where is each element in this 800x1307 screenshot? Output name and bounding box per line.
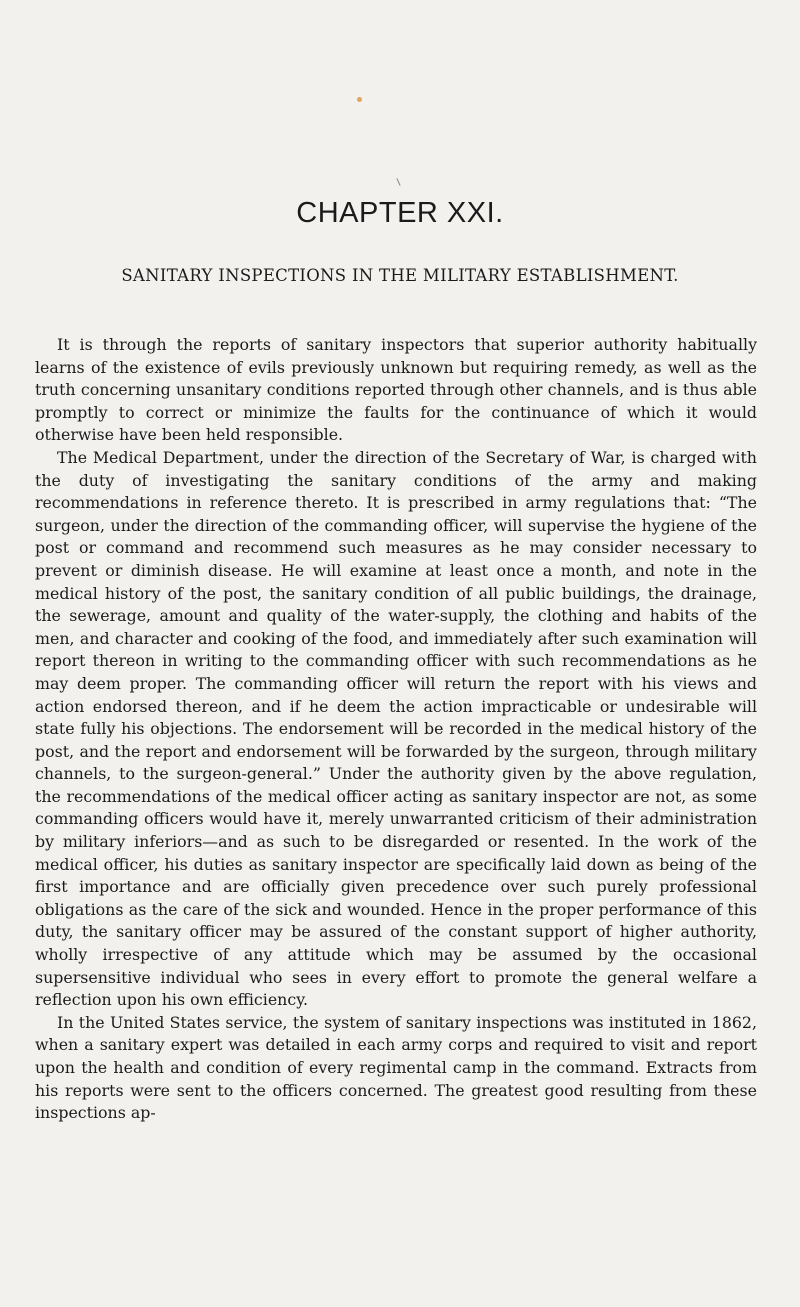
paragraph: It is through the reports of sanitary inspectors that superior authority habitually learns of the existence of evils previously unknown but requiring remedy, as well as the truth concerning unsanitary conditions reported through other channels, and is thus able promptly to correct or minimize the faults for the continuance of which it would otherwise have been held responsible. <box>35 335 757 445</box>
paragraph: The Medical Department, under the direction of the Secretary of War, is charged with the duty of investigating the sanitary conditions of the army and making recommendations in reference thereto. It is prescribed in army regulations that: “The surgeon, under the direction of the commanding officer, will supervise the hygiene of the post or command and recommend such measures as he may consider necessary to prevent or diminish disease. He will examine at least once a month, and note in the medical history of the post, the sanitary condition of all public buildings, the drainage, the sewerage, amount and quality of the water-supply, the clothing and habits of the men, and character and cooking of the food, and immediately after such examination will report thereon in writing to the commanding officer with such recommendations as he may deem proper. The commanding officer will return the report with his views and action endorsed thereon, and if he deem the action impracticable or undesirable will state fully his objections. The endorsement will be recorded in the medical history of the post, and the report and endorsement will be forwarded by the surgeon, through military channels, to the surgeon-general.” Under the authority given by the above regulation, the recommendations of the medical officer acting as sanitary inspector are not, as some commanding officers would have it, merely unwarranted criticism of their administration by military inferiors—and as such to be disregarded or resented. In the work of the medical officer, his duties as sanitary inspector are specifically laid down as being of the first importance and are officially given precedence over such purely professional obligations as the care of the sick and wounded. Hence in the proper performance of this duty, the sanitary officer may be assured of the constant support of higher authority, wholly irrespective of any attitude which may be assumed by the occasional supersensitive individual who sees in every effort to promote the general welfare a reflection upon his own efficiency. <box>35 447 757 1010</box>
section-title: SANITARY INSPECTIONS IN THE MILITARY ESTABLISHMENT. <box>121 266 679 285</box>
ink-mark <box>396 178 400 186</box>
paragraph: In the United States service, the system of sanitary inspections was instituted in 1862, when a sanitary expert was detailed in each army corps and required to visit and report upon the health and condition of every regimental camp in the command. Extracts from his reports were sent to the officers concerned. The greatest good resulting from these inspections ap- <box>35 1012 757 1123</box>
chapter-title: CHAPTER XXI. <box>296 197 504 229</box>
ink-spot <box>357 97 362 102</box>
body-text <box>35 334 757 1125</box>
